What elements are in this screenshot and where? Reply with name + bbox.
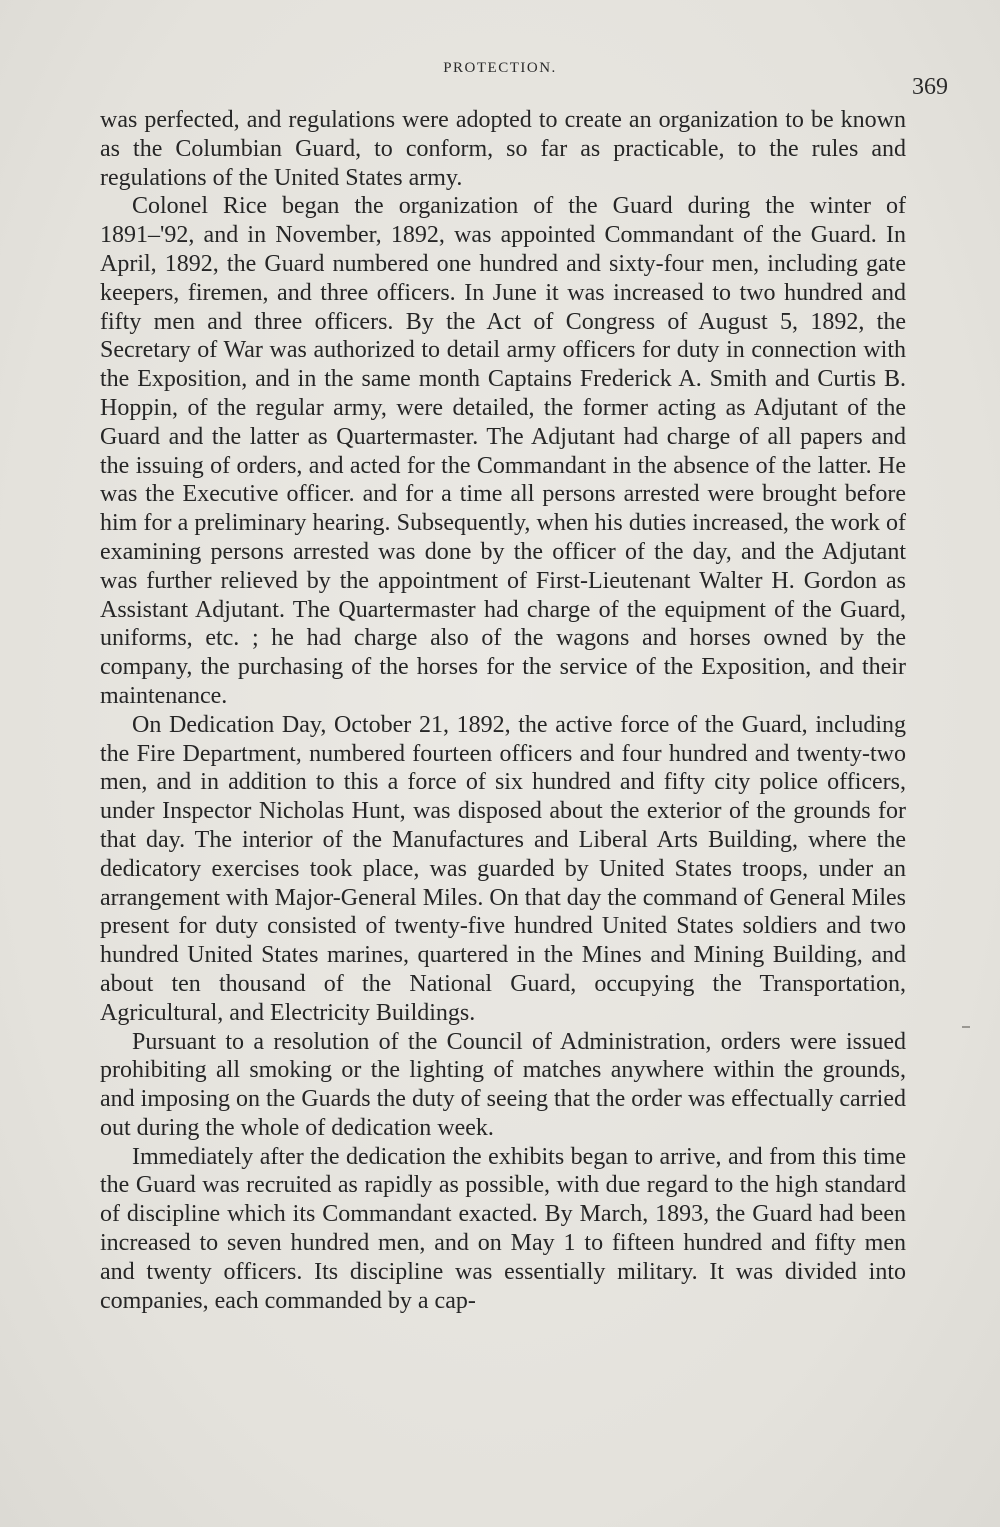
page-number: 369 [912,74,948,100]
paragraph-2: Colonel Rice began the organization of the Guard during the winter of 1891–'92, and in November, 1892, was appointed Commandant of the Guard. In April, 1892, the Guard numbered one hundred and sixty-four men, including gate keepers, firemen, and three officers. In June it was increased to two hundred and fifty men and three officers. By the Act of Congress of August 5, 1892, the Secretary of War was authorized to detail army officers for duty in connection with the Exposition, and in the same month Captains Frederick A. Smith and Curtis B. Hoppin, of the regular army, were detailed, the former acting as Adjutant of the Guard and the latter as Quartermaster. The Adjutant had charge of all papers and the issuing of orders, and acted for the Commandant in the absence of the latter. He was the Executive officer. and for a time all persons arrested were brought before him for a preliminary hearing. Subsequently, when his duties increased, the work of examining persons arrested was done by the officer of the day, and the Adjutant was further relieved by the appointment of First-Lieutenant Walter H. Gordon as Assistant Adjutant. The Quartermaster had charge of the equipment of the Guard, uniforms, etc. ; he had charge also of the wagons and horses owned by the company, the purchasing of the horses for the service of the Exposition, and their maintenance. [100,193,906,709]
body-text [100,106,906,1315]
running-head: PROTECTION. [443,60,557,76]
margin-mark [962,1026,970,1028]
paragraph-3: On Dedication Day, October 21, 1892, the active force of the Guard, including the Fire Department, numbered fourteen officers and four hundred and twenty-two men, and in addition to this a force of six hundred and fifty city police officers, under Inspector Nicholas Hunt, was disposed about the exterior of the grounds for that day. The interior of the Manufactures and Liberal Arts Building, where the dedicatory exercises took place, was guarded by United States troops, under an arrangement with Major-General Miles. On that day the command of General Miles present for duty consisted of twenty-five hundred United States soldiers and two hundred United States marines, quartered in the Mines and Mining Building, and about ten thousand of the National Guard, occupying the Transportation, Agricultural, and Electricity Buildings. [100,711,906,1026]
paragraph-1: was perfected, and regulations were adopted to create an organization to be known as the Columbian Guard, to conform, so far as practicable, to the rules and regulations of the United States army. [100,107,906,191]
paragraph-5: Immediately after the dedication the exhibits began to arrive, and from this time the Guard was recruited as rapidly as possible, with due regard to the high standard of discipline which its Commandant exacted. By March, 1893, the Guard had been increased to seven hundred men, and on May 1 to fifteen hundred and fifty men and twenty officers. Its discipline was essentially military. It was divided into companies, each commanded by a cap- [100,1143,906,1314]
paragraph-4: Pursuant to a resolution of the Council of Administration, orders were issued prohibiting all smoking or the lighting of matches anywhere within the grounds, and imposing on the Guards the duty of seeing that the order was effectually carried out during the whole of dedication week. [100,1028,906,1141]
